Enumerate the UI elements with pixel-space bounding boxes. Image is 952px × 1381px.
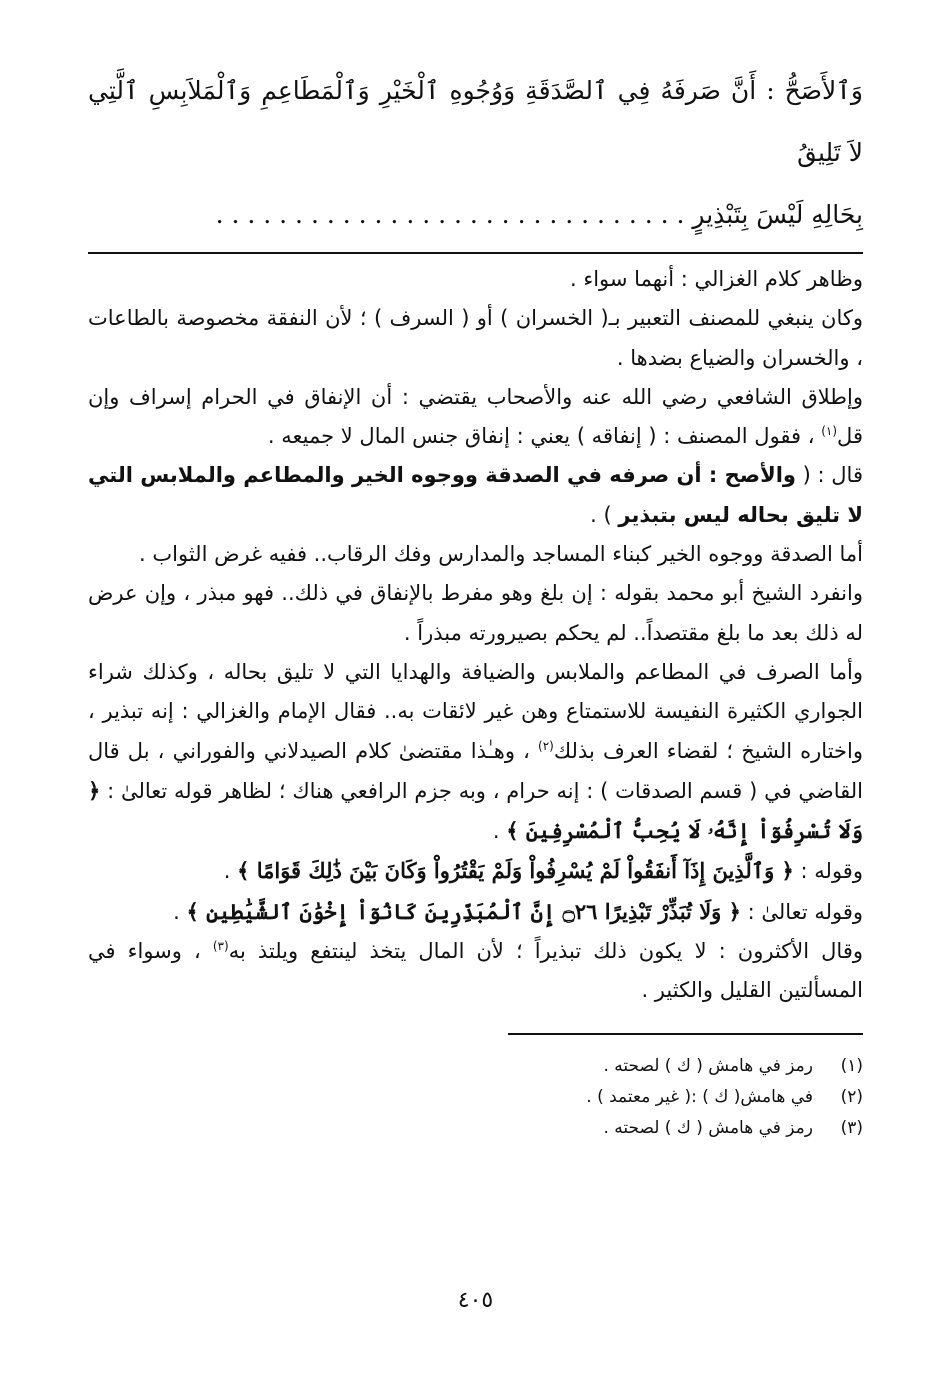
paragraph-8-text-b: . xyxy=(223,859,238,884)
paragraph-8-text-a: وقوله : xyxy=(793,859,863,884)
paragraph-7-text-c: . xyxy=(492,819,507,844)
footnote-item xyxy=(88,1051,863,1082)
matn-line-2 xyxy=(88,184,863,246)
matn-text xyxy=(88,60,863,246)
paragraph-4 xyxy=(88,456,863,535)
paragraph-4-text-b: ) . xyxy=(590,502,619,527)
commentary-text xyxy=(88,260,863,1011)
footnote-item xyxy=(88,1113,863,1144)
quran-verse-3: ﴿ وَلَا تُبَذِّرْ تَبْذِيرًا ۝٢٦ إِنَّ ٱلْمُبَذِّرِينَ كَانُوٓاْ إِخْوَٰنَ ٱلشَّيَٰطِينِ ﴾ xyxy=(186,898,741,924)
book-page xyxy=(88,60,863,1360)
paragraph-7-text-a: وأما الصرف في المطاعم والملابس والضيافة والهدايا التي لا تليق بحاله ، وكذلك شراء الجواري الكثيرة النفيسة للاستمتاع وهن غير لائقات به.. فقال الإمام والغزالي : إنه تبذير ، واختاره الشيخ ؛ لقضاء العرف بذلك xyxy=(88,659,864,763)
paragraph-9 xyxy=(88,892,863,932)
paragraph-10 xyxy=(88,932,863,1011)
matn-separator-rule xyxy=(88,252,863,254)
footnote-ref-3: (٣) xyxy=(212,939,229,954)
quoted-matn-bold: والأصح : أن صرفه في الصدقة ووجوه الخير والمطاعم والملابس التي لا تليق بحاله ليس بتبذير xyxy=(88,463,863,527)
footnotes xyxy=(88,1051,863,1144)
quran-verse-2: ﴿ وَٱلَّذِينَ إِذَآ أَنفَقُواْ لَمْ يُسْرِفُواْ وَلَمْ يَقْتُرُواْ وَكَانَ بَيْنَ ذَٰلِكَ قَوَامًا ﴾ xyxy=(237,858,794,884)
footnote-text: رمز في هامش ( ك ) لصحته . xyxy=(603,1055,813,1076)
matn-line-2-text: بِحَالِهِ لَيْسَ بِتَبْذِيرٍ . xyxy=(676,200,863,229)
footnote-item xyxy=(88,1082,863,1113)
footnote-number: (٣) xyxy=(840,1117,863,1138)
footnote-number: (١) xyxy=(840,1055,863,1076)
paragraph-6: وانفرد الشيخ أبو محمد بقوله : إن بلغ وهو مفرط بالإنفاق في ذلك.. فهو مبذر ، وإن عرض له ذلك بعد ما بلغ مقتصداً.. لم يحكم بصيرورته مبذراً . xyxy=(88,581,863,645)
paragraph-10-text-b: ، وسواء في المسألتين القليل والكثير . xyxy=(88,939,863,1003)
paragraph-9-text-a: وقوله تعالىٰ : xyxy=(740,899,863,924)
paragraph-10-text-a: وقال الأكثرون : لا يكون ذلك تبذيراً ؛ لأن المال يتخذ لينتفع ويلتذ به xyxy=(228,939,863,964)
footnote-ref-2: (٢) xyxy=(538,738,554,753)
footnote-number: (٢) xyxy=(840,1086,863,1107)
footnote-ref-1: (١) xyxy=(821,424,838,439)
paragraph-9-text-b: . xyxy=(173,899,187,924)
paragraph-3-text-a: وإطلاق الشافعي رضي الله عنه والأصحاب يقتضي : أن الإنفاق في الحرام إسراف وإن قل xyxy=(88,384,863,449)
paragraph-3 xyxy=(88,378,863,457)
paragraph-1: وظاهر كلام الغزالي : أنهما سواء . xyxy=(570,267,863,291)
paragraph-2: وكان ينبغي للمصنف التعبير بـ( الخسران ) أو ( السرف ) ؛ لأن النفقة مخصوصة بالطاعات ، والخسران والضياع بضدها . xyxy=(88,306,863,370)
page-number: ٤٠٥ xyxy=(457,1288,494,1313)
paragraph-4-text-a: قال : ( xyxy=(795,463,863,488)
matn-line-1: وَٱلأَصَحُّ : أَنَّ صَرفَهُ فِي ٱلصَّدَقَةِ وَوُجُوهِ ٱلْخَيْرِ وَٱلْمَطَاعِمِ وَٱلْمَلاَبِسِ ٱلَّتِي لاَ تَلِيقُ xyxy=(88,76,863,167)
paragraph-3-text-b: ، فقول المصنف : ( إنفاقه ) يعني : إنفاق جنس المال لا جميعه . xyxy=(267,424,822,449)
footnote-text: رمز في هامش ( ك ) لصحته . xyxy=(603,1117,813,1138)
paragraph-7-text-b: ، وهـٰذا مقتضىٰ كلام الصيدلاني والفوراني ، بل قال القاضي في ( قسم الصدقات ) : إنه حرام ، وبه جزم الرافعي هناك ؛ لظاهر قوله تعالىٰ : xyxy=(88,738,863,803)
quran-verse-1: ﴿ وَلَا تُسْرِفُوٓاْ إِنَّهُۥ لَا يُحِبُّ ٱلْمُسْرِفِينَ ﴾ xyxy=(88,777,863,844)
paragraph-5: أما الصدقة ووجوه الخير كبناء المساجد والمدارس وفك الرقاب.. ففيه غرض الثواب . xyxy=(139,542,863,567)
footnote-text: في هامش( ك ) :( غير معتمد ) . xyxy=(586,1086,813,1107)
paragraph-8 xyxy=(88,851,863,891)
paragraph-7 xyxy=(88,653,863,851)
footnote-separator-rule xyxy=(508,1033,863,1035)
matn-dots: . . . . . . . . . . . . . . . . . . . . . . . . . . . . . xyxy=(215,200,669,229)
